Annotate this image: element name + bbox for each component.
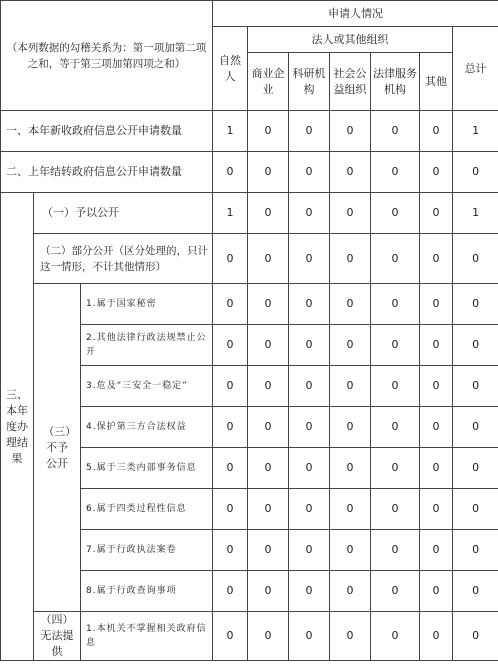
value-cell: 0 xyxy=(213,284,248,325)
value-cell: 0 xyxy=(213,366,248,407)
value-cell: 0 xyxy=(289,234,330,284)
value-cell: 0 xyxy=(248,284,289,325)
row-label: 8.属于行政查询事项 xyxy=(81,571,213,612)
value-cell: 0 xyxy=(330,530,371,571)
value-cell: 0 xyxy=(289,111,330,152)
row-label: 一、本年新收政府信息公开申请数量 xyxy=(1,111,213,152)
row-label: 4.保护第三方合法权益 xyxy=(81,407,213,448)
value-cell: 0 xyxy=(330,366,371,407)
value-cell: 0 xyxy=(330,234,371,284)
row-label: 1.属于国家秘密 xyxy=(81,284,213,325)
section3-label: 三、本年度办理结果 xyxy=(1,193,34,661)
value-cell: 1 xyxy=(213,111,248,152)
value-cell: 0 xyxy=(371,489,420,530)
value-cell: 0 xyxy=(371,530,420,571)
value-cell: 0 xyxy=(371,448,420,489)
value-cell: 0 xyxy=(289,152,330,193)
value-cell: 0 xyxy=(420,284,453,325)
value-cell: 0 xyxy=(289,193,330,234)
value-cell: 0 xyxy=(420,448,453,489)
value-cell: 0 xyxy=(453,489,498,530)
value-cell: 0 xyxy=(289,366,330,407)
value-cell: 0 xyxy=(371,612,420,661)
value-cell: 0 xyxy=(213,489,248,530)
value-cell: 0 xyxy=(248,152,289,193)
value-cell: 0 xyxy=(371,366,420,407)
row-label: （一）予以公开 xyxy=(34,193,213,234)
value-cell: 0 xyxy=(371,284,420,325)
row-label: 6.属于四类过程性信息 xyxy=(81,489,213,530)
value-cell: 0 xyxy=(248,234,289,284)
value-cell: 0 xyxy=(213,152,248,193)
row-label: 5.属于三类内部事务信息 xyxy=(81,448,213,489)
value-cell: 0 xyxy=(213,612,248,661)
value-cell: 0 xyxy=(330,111,371,152)
value-cell: 0 xyxy=(420,111,453,152)
header-commercial: 商业企业 xyxy=(248,53,289,111)
refused-label: （三）不予公开 xyxy=(34,284,81,612)
value-cell: 1 xyxy=(453,111,498,152)
value-cell: 0 xyxy=(248,193,289,234)
value-cell: 0 xyxy=(371,571,420,612)
table-row xyxy=(1,284,498,325)
value-cell: 0 xyxy=(453,530,498,571)
value-cell: 0 xyxy=(248,571,289,612)
value-cell: 0 xyxy=(420,325,453,366)
value-cell: 0 xyxy=(289,325,330,366)
value-cell: 0 xyxy=(330,571,371,612)
value-cell: 0 xyxy=(289,612,330,661)
value-cell: 0 xyxy=(453,366,498,407)
value-cell: 0 xyxy=(213,530,248,571)
value-cell: 0 xyxy=(213,234,248,284)
table-row xyxy=(1,193,498,234)
value-cell: 0 xyxy=(371,234,420,284)
value-cell: 0 xyxy=(453,234,498,284)
value-cell: 0 xyxy=(289,571,330,612)
value-cell: 0 xyxy=(289,530,330,571)
header-research: 科研机构 xyxy=(289,53,330,111)
header-legal-group: 法人或其他组织 xyxy=(248,27,453,53)
table-row xyxy=(1,152,498,193)
value-cell: 0 xyxy=(371,407,420,448)
value-cell: 0 xyxy=(289,284,330,325)
value-cell: 0 xyxy=(420,571,453,612)
value-cell: 0 xyxy=(213,407,248,448)
value-cell: 0 xyxy=(453,407,498,448)
value-cell: 0 xyxy=(213,325,248,366)
value-cell: 0 xyxy=(330,612,371,661)
row-label: （二）部分公开（区分处理的，只计这一情形，不计其他情形） xyxy=(34,234,213,284)
value-cell: 0 xyxy=(453,612,498,661)
row-label: 二、上年结转政府信息公开申请数量 xyxy=(1,152,213,193)
header-social: 社会公益组织 xyxy=(330,53,371,111)
value-cell: 0 xyxy=(453,448,498,489)
value-cell: 0 xyxy=(248,612,289,661)
header-legal-service: 法律服务机构 xyxy=(371,53,420,111)
value-cell: 0 xyxy=(248,448,289,489)
value-cell: 0 xyxy=(453,284,498,325)
row-label: 1.本机关不掌握相关政府信息 xyxy=(81,612,213,661)
value-cell: 0 xyxy=(420,407,453,448)
value-cell: 0 xyxy=(371,111,420,152)
table-row xyxy=(1,612,498,661)
value-cell: 0 xyxy=(330,407,371,448)
header-note: （本列数据的勾稽关系为：第一项加第二项之和，等于第三项加第四项之和） xyxy=(1,1,213,111)
value-cell: 0 xyxy=(420,152,453,193)
value-cell: 0 xyxy=(330,448,371,489)
value-cell: 0 xyxy=(330,152,371,193)
value-cell: 0 xyxy=(248,325,289,366)
value-cell: 0 xyxy=(289,448,330,489)
value-cell: 0 xyxy=(330,489,371,530)
value-cell: 0 xyxy=(420,193,453,234)
value-cell: 0 xyxy=(453,571,498,612)
header-other: 其他 xyxy=(420,53,453,111)
value-cell: 0 xyxy=(330,193,371,234)
value-cell: 0 xyxy=(330,325,371,366)
value-cell: 0 xyxy=(248,489,289,530)
value-cell: 0 xyxy=(248,366,289,407)
row-label: 7.属于行政执法案卷 xyxy=(81,530,213,571)
value-cell: 0 xyxy=(289,489,330,530)
value-cell: 0 xyxy=(420,489,453,530)
value-cell: 0 xyxy=(213,571,248,612)
table-row xyxy=(1,234,498,284)
value-cell: 0 xyxy=(371,325,420,366)
value-cell: 0 xyxy=(420,366,453,407)
value-cell: 0 xyxy=(420,612,453,661)
value-cell: 0 xyxy=(289,407,330,448)
row-label: 3.危及“三安全一稳定” xyxy=(81,366,213,407)
value-cell: 0 xyxy=(213,448,248,489)
value-cell: 0 xyxy=(371,152,420,193)
table-row xyxy=(1,111,498,152)
value-cell: 0 xyxy=(371,193,420,234)
header-natural-person: 自然人 xyxy=(213,27,248,111)
value-cell: 1 xyxy=(213,193,248,234)
header-total: 总计 xyxy=(453,27,498,111)
header-applicant-status: 申请人情况 xyxy=(213,1,498,27)
value-cell: 0 xyxy=(330,284,371,325)
value-cell: 0 xyxy=(248,530,289,571)
value-cell: 0 xyxy=(420,234,453,284)
value-cell: 0 xyxy=(420,530,453,571)
value-cell: 0 xyxy=(453,325,498,366)
row-label: 2.其他法律行政法规禁止公开 xyxy=(81,325,213,366)
value-cell: 1 xyxy=(453,193,498,234)
value-cell: 0 xyxy=(453,152,498,193)
unable-label: （四）无法提供 xyxy=(34,612,81,661)
value-cell: 0 xyxy=(248,407,289,448)
value-cell: 0 xyxy=(248,111,289,152)
